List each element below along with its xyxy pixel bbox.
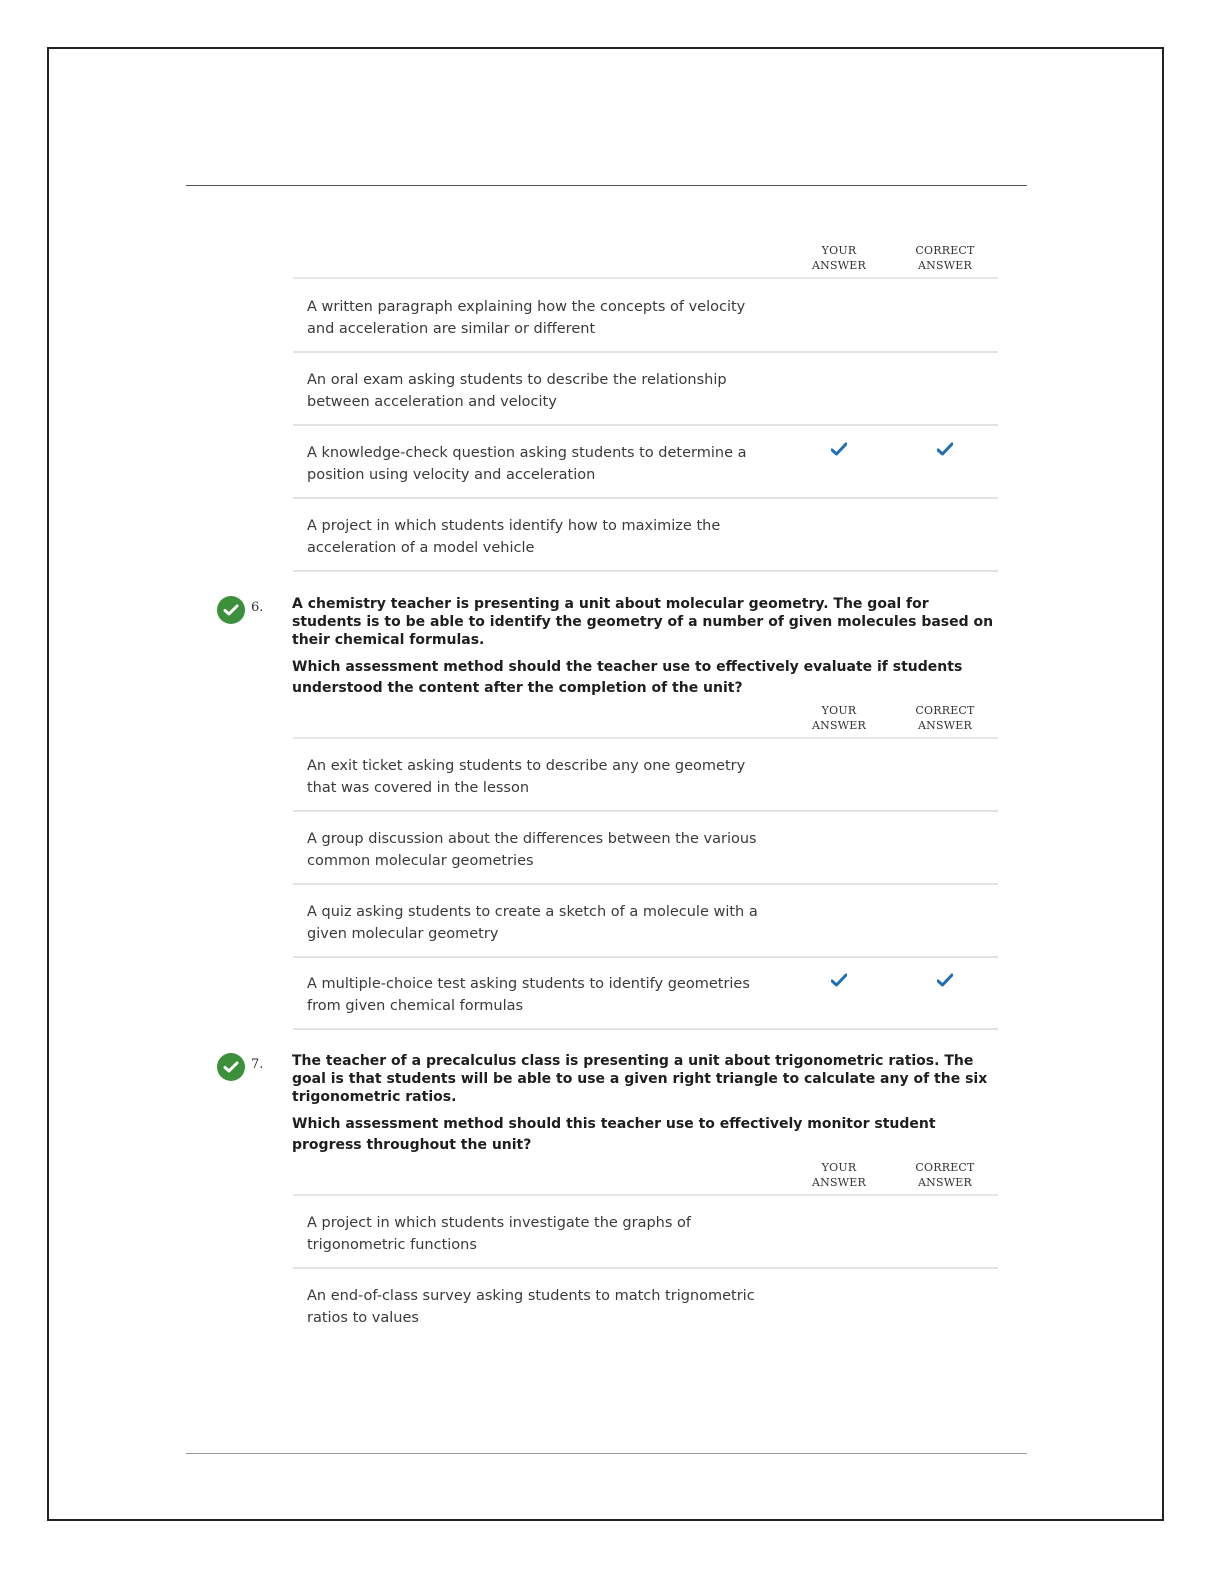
answer-row: [293, 1269, 998, 1342]
answer-text: An end-of-class survey asking students to match trignometric ratios to values: [307, 1288, 755, 1326]
answer-table-header: [293, 243, 998, 279]
answer-row: [293, 739, 998, 812]
your-answer-header: YOUR ANSWER: [812, 704, 866, 732]
your-answer-check-icon: [831, 442, 847, 456]
top-divider: [186, 185, 1027, 186]
answer-text: A group discussion about the differences between the various common molecular geometries: [307, 831, 757, 869]
answer-row: [293, 885, 998, 958]
question-number: 7.: [251, 1057, 264, 1072]
correct-answer-check-icon: [937, 973, 953, 987]
question-prompt: Which assessment method should this teacher use to effectively monitor student progress throughout the unit?: [292, 1116, 936, 1153]
answer-text: A project in which students investigate the graphs of trigonometric functions: [307, 1215, 692, 1253]
your-answer-header: YOUR ANSWER: [812, 244, 866, 272]
answer-row: [293, 499, 998, 572]
answer-text: An exit ticket asking students to describe any one geometry that was covered in the lesson: [307, 758, 746, 796]
answer-table-header: [293, 703, 998, 739]
answer-text: A project in which students identify how to maximize the acceleration of a model vehicle: [307, 518, 721, 556]
bottom-divider: [186, 1453, 1027, 1454]
answer-text: An oral exam asking students to describe the relationship between acceleration and velocity: [307, 372, 727, 410]
answer-table-header: [293, 1160, 998, 1196]
question-stem: A chemistry teacher is presenting a unit about molecular geometry. The goal for students is to be able to identify the geometry of a number of given molecules based on their chemical formulas.: [292, 596, 994, 648]
correct-answer-check-icon: [937, 442, 953, 456]
your-answer-check-icon: [831, 973, 847, 987]
correct-answer-header: CORRECT ANSWER: [915, 244, 975, 272]
correct-answer-header: CORRECT ANSWER: [915, 704, 975, 732]
answer-text: A knowledge-check question asking students to determine a position using velocity and acceleration: [307, 445, 747, 483]
question-stem: The teacher of a precalculus class is presenting a unit about trigonometric ratios. The goal is that students will be able to use a given right triangle to calculate any of the six trigonometric ratios.: [292, 1053, 988, 1105]
question-number: 6.: [251, 600, 264, 615]
answer-row: [293, 280, 998, 353]
answer-text: A written paragraph explaining how the concepts of velocity and acceleration are similar or different: [307, 299, 746, 337]
question-prompt: Which assessment method should the teacher use to effectively evaluate if students understood the content after the completion of the unit?: [292, 659, 963, 696]
correct-answer-header: CORRECT ANSWER: [915, 1161, 975, 1189]
check-circle-icon: [217, 1053, 245, 1081]
answer-row: [293, 353, 998, 426]
answer-text: A quiz asking students to create a sketch of a molecule with a given molecular geometry: [307, 904, 758, 942]
answer-text: A multiple-choice test asking students to identify geometries from given chemical formulas: [307, 976, 750, 1014]
answer-row: [293, 957, 998, 1030]
answer-row: [293, 1196, 998, 1269]
check-circle-icon: [217, 596, 245, 624]
your-answer-header: YOUR ANSWER: [812, 1161, 866, 1189]
answer-row: [293, 426, 998, 499]
answer-row: [293, 812, 998, 885]
